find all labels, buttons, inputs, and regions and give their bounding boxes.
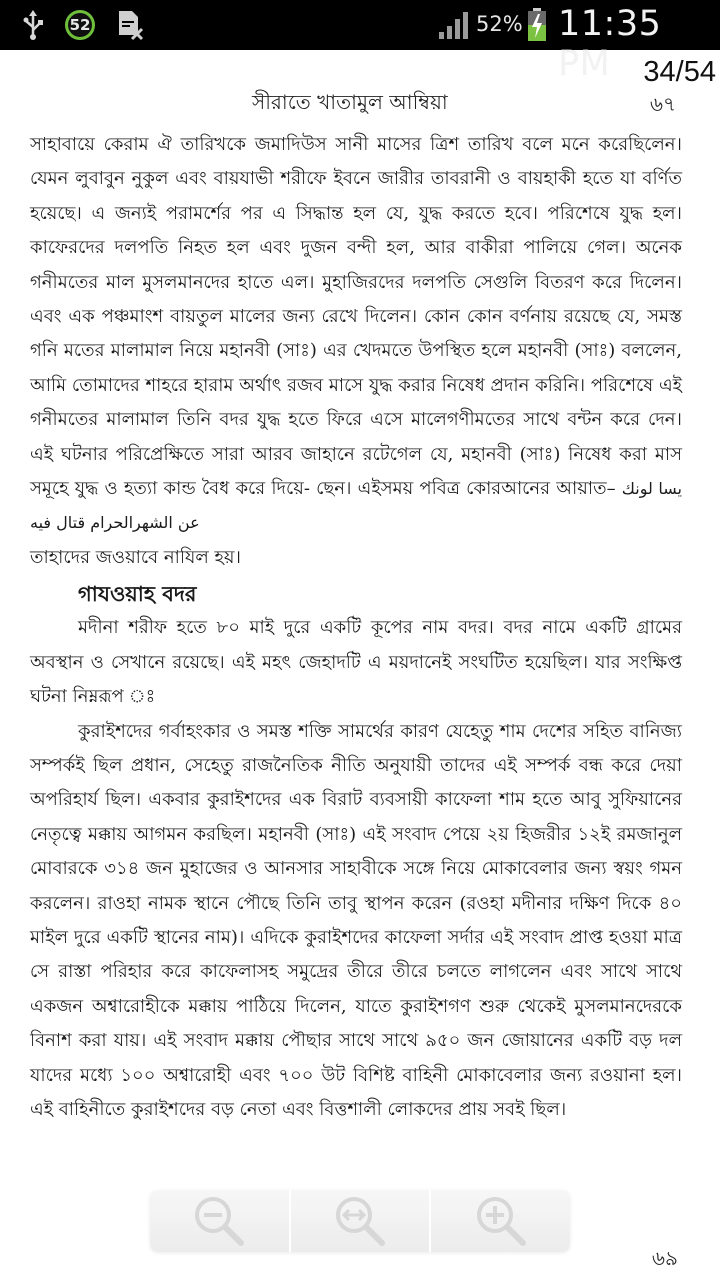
paragraph: কুরাইশদের গর্বাহংকার ও সমস্ত শক্তি সামর্থের কারণ যেহেতু শাম দেশের সহিত বানিজ্য সম্পর্কই ছিল প্রধান, সেহেতু রাজনৈতিক নীতি অনুযায়ী তাদের এই সম্পর্ক বন্ধ করে দেয়া অপরিহার্য ছিল। একবার কুরাইশদের এক বিরাট ব্যবসায়ী কাফেলা শাম হতে আবু সুফিয়ানের নেতৃত্বে মক্কায় আগমন করছিল। মহানবী (সাঃ) এই সংবাদ পেয়ে ২য় হিজরীর ১২ই রমজানুল মোবারকে ৩১৪ জন মুহাজের ও আনসার সাহাবীকে সঙ্গে নিয়ে মোকাবেলার জন্য স্বয়ং গমন করলেন। রাওহা নামক স্থানে পৌছে তিনি তাবু স্থাপন করেন (রওহা মদীনার দক্ষিণ দিকে ৪০ মাইল দুরে একটি স্থানের নাম)। এদিকে কুরাইশদের কাফেলা সর্দার এই সংবাদ প্রাপ্ত হওয়া মাত্র সে রাস্তা পরিহার করে কাফেলাসহ সমুদ্রের তীরে তীরে চলতে লাগলেন এবং সাথে সাথে একজন অশ্বারোহীকে মক্কায় পাঠিয়ে দিলেন, যাতে কুরাইশগণ শুরু থেকেই মুসলমানদেরকে বিনাশ করা যায়। এই সংবাদ মক্কায় পৌছার সাথে সাথে ৯৫০ জন জোয়ানের একটি বড় দল যাদের মধ্যে ১০০ অশ্বারোহী এবং ৭০০ উট বিশিষ্ট বাহিনী মোকাবেলার জন্য রওয়ানা হল। এই বাহিনীতে কুরাইশদের বড় নেতা এবং বিত্তশালী লোকদের প্রায় সবই ছিল। [30, 720, 682, 1120]
zoom-in-icon [473, 1193, 529, 1249]
clock-time: 11:35 PM [558, 4, 662, 84]
no-sim-file-icon [112, 8, 148, 42]
usb-icon [18, 8, 48, 42]
zoom-controls [150, 1190, 570, 1252]
notification-badge-count: 52 [65, 10, 95, 40]
arabic-verse: يسا لونك عن الشهرالحرام قتال فيه [30, 479, 682, 533]
page-number-bottom: ৬৯ [652, 1246, 678, 1270]
body-text [30, 128, 682, 1127]
book-page[interactable] [0, 84, 720, 1280]
paragraph-end: তাহাদের জওয়াবে নাযিল হয়। [30, 546, 241, 568]
section-heading: গাযওয়াহ বদর [78, 582, 197, 607]
zoom-out-button[interactable] [150, 1190, 291, 1252]
running-header: সীরাতে খাতামুল আম্বিয়া [252, 90, 448, 114]
zoom-fit-button[interactable] [291, 1190, 432, 1252]
signal-icon [436, 8, 472, 42]
notification-badge-icon [62, 8, 98, 42]
paragraph: মদীনা শরীফ হতে ৮০ মাই দুরে একটি কূপের নাম বদর। বদর নামে একটি গ্রামের অবস্থান ও সেখানে রয়েছে। এই মহৎ জেহাদটি এ ময়দানেই সংঘটিত হয়েছিল। যার সংক্ষিপ্ত ঘটনা নিম্নরূপ ঃ [30, 617, 682, 708]
zoom-fit-icon [332, 1193, 388, 1249]
zoom-out-icon [191, 1193, 247, 1249]
paragraph [30, 128, 682, 541]
page-number-top: ৬৭ [650, 92, 677, 116]
page-counter: 34/54 [643, 56, 716, 88]
paragraph-text: সাহাবায়ে কেরাম ঐ তারিখকে জমাদিউস সানী মাসের ত্রিশ তারিখ বলে মনে করেছিলেন। যেমন লুবাবুন নুকুল এবং বায়যাভী শরীফে ইবনে জারীর তাবরানী ও বায়হাকী হতে যা বর্ণিত হয়েছে। এ জন্যই পরামর্শের পর এ সিদ্ধান্ত হল যে, যুদ্ধ করতে হবে। পরিশেষে যুদ্ধ হল। কাফেরদের দলপতি নিহত হল এবং দুজন বন্দী হল, আর বাকীরা পালিয়ে গেল। অনেক গনীমতের মাল মুসলমানদের হাতে এল। মুহাজিরদের দলপতি সেগুলি বিতরণ করে দিলেন। এবং এক পঞ্চমাংশ বায়তুল মালের জন্য রেখে দিলেন। কোন কোন বর্ণনায় রয়েছে যে, সমস্ত গনি মতের মালামাল নিয়ে মহানবী (সাঃ) এর খেদমতে উপস্থিত হলে মহানবী (সাঃ) বললেন, আমি তোমাদের শাহরে হারাম অর্থাৎ রজব মাসে যুদ্ধ করার নিষেধ প্রদান করিনি। পরিশেষে এই গনীমতের মালামাল তিনি বদর যুদ্ধ হতে ফিরে এসে মালেগণীমতের সাথে বন্টন করে দেন। এই ঘটনার পরিপ্রেক্ষিতে সারা আরব জাহানে রটেগেল যে, মহানবী (সাঃ) নিষেধ করা মাস সমূহে যুদ্ধ ও হত্যা কান্ড বৈধ করে দিয়ে- ছেন। এইসময় পবিত্র কোরআনের আয়াত– [30, 134, 682, 500]
battery-percent: 52% [476, 12, 523, 36]
battery-charging-icon [526, 8, 548, 42]
zoom-in-button[interactable] [431, 1190, 570, 1252]
